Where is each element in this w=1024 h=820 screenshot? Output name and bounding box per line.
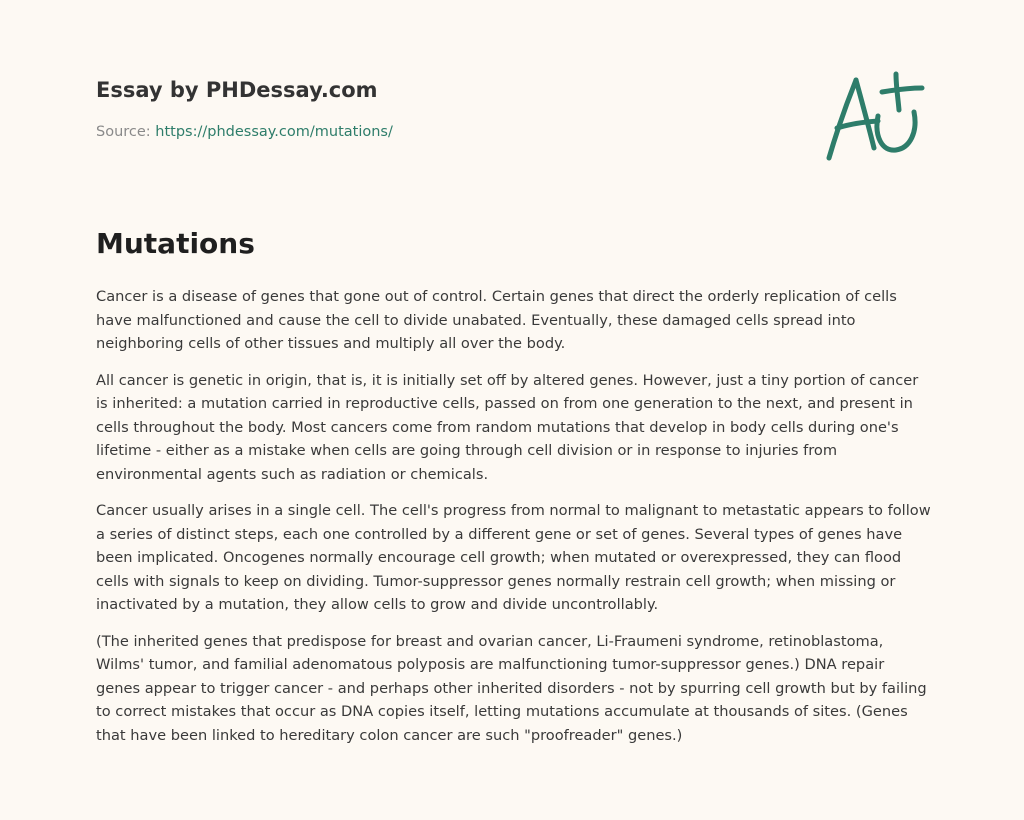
essay-body bbox=[96, 285, 932, 760]
essay-paragraph: Cancer usually arises in a single cell. The cell's progress from normal to malignant to metastatic appears to follow a series of distinct steps, each one controlled by a different gene or set of genes. Several types of genes have been implicated. Oncogenes normally encourage cell growth; when mutated or overexpressed, they can flood cells with signals to keep on dividing. Tumor-suppressor genes normally restrain cell growth; when missing or inactivated by a mutation, they allow cells to grow and divide uncontrollably. bbox=[96, 502, 931, 613]
essay-paragraph: Cancer is a disease of genes that gone out of control. Certain genes that direct the orderly replication of cells have malfunctioned and cause the cell to divide unabated. Eventually, these damaged cells spread into neighboring cells of other tissues and multiply all over the body. bbox=[96, 288, 897, 352]
essay-paragraph: All cancer is genetic in origin, that is, it is initially set off by altered genes. However, just a tiny portion of cancer is inherited: a mutation carried in reproductive cells, passed on from one generation to the next, and present in cells throughout the body. Most cancers come from random mutations that develop in body cells during one's lifetime - either as a mistake when cells are going through cell division or in response to injuries from environmental agents such as radiation or chemicals. bbox=[96, 371, 919, 483]
page-header bbox=[96, 76, 696, 142]
essay-paragraph: (The inherited genes that predispose for breast and ovarian cancer, Li-Fraumeni syndrome, retinoblastoma, Wilms' tumor, and familial adenomatous polyposis are malfunctioning tumor-suppressor genes.) DNA repair genes appear to trigger cancer - and perhaps other inherited disorders - not by spurring cell growth but by failing to correct mistakes that occur as DNA copies itself, letting mutations accumulate at thousands of sites. (Genes that have been linked to hereditary colon cancer are such "proofreader" genes.) bbox=[96, 632, 927, 744]
source-line bbox=[96, 122, 696, 142]
source-label: Source: bbox=[96, 124, 151, 140]
essay-title: Mutations bbox=[96, 227, 255, 260]
source-link[interactable]: https://phdessay.com/mutations/ bbox=[155, 124, 393, 140]
a-plus-grade-icon bbox=[822, 66, 928, 164]
site-title: Essay by PHDessay.com bbox=[96, 78, 378, 102]
